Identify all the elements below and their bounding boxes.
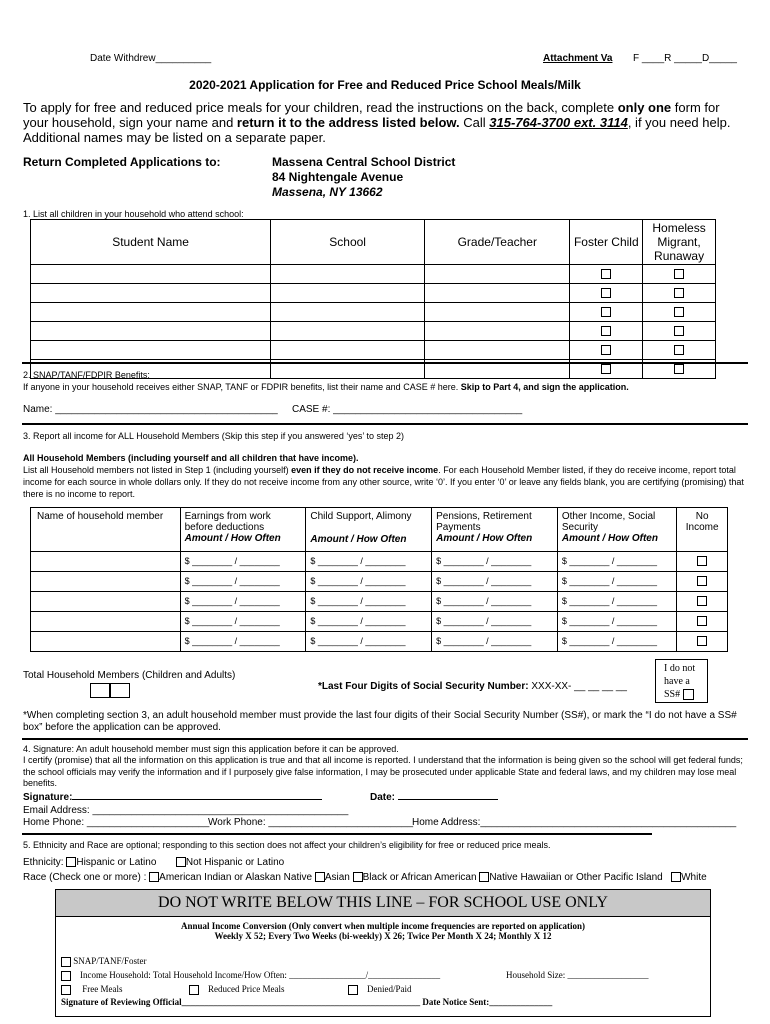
homeless-checkbox[interactable]: [674, 364, 684, 374]
student-name-cell[interactable]: [31, 303, 271, 322]
race-black-checkbox[interactable]: [353, 872, 363, 882]
no-income-checkbox[interactable]: [697, 556, 707, 566]
other-income-cell[interactable]: $ ________ / ________: [557, 552, 676, 572]
homeless-checkbox[interactable]: [674, 345, 684, 355]
child-row: [31, 284, 716, 303]
household-size-field[interactable]: Household Size: __________________: [506, 970, 649, 980]
race-pacific-islander-checkbox[interactable]: [479, 872, 489, 882]
earnings-cell[interactable]: $ ________ / ________: [180, 632, 306, 652]
no-income-checkbox[interactable]: [697, 616, 707, 626]
homeless-checkbox[interactable]: [674, 326, 684, 336]
foster-child-checkbox[interactable]: [601, 364, 611, 374]
return-label: Return Completed Applications to:: [23, 155, 221, 169]
income-row: [31, 632, 728, 652]
race-asian-checkbox[interactable]: [315, 872, 325, 882]
no-ssn-box[interactable]: I do not have a SS#: [655, 659, 708, 703]
free-meals-option: Free Meals: [61, 984, 123, 995]
attachment-label: Attachment Va: [543, 53, 613, 64]
member-name-cell[interactable]: [31, 592, 181, 612]
member-name-cell[interactable]: [31, 632, 181, 652]
col-school: School: [271, 220, 425, 265]
child-support-cell[interactable]: $ ________ / ________: [306, 592, 432, 612]
other-income-cell[interactable]: $ ________ / ________: [557, 592, 676, 612]
foster-child-checkbox[interactable]: [601, 288, 611, 298]
pensions-cell[interactable]: $ ________ / ________: [432, 572, 558, 592]
pensions-cell[interactable]: $ ________ / ________: [432, 632, 558, 652]
child-row: [31, 265, 716, 284]
member-name-cell[interactable]: [31, 612, 181, 632]
total-members-box-2[interactable]: [110, 683, 130, 698]
free-meals-checkbox[interactable]: [61, 985, 71, 995]
col-child-support: Child Support, Alimony Amount / How Often: [306, 508, 432, 552]
step3-heading: All Household Members (including yourself and all children that have income).: [23, 453, 359, 463]
form-title: 2020-2021 Application for Free and Reduced Price School Meals/Milk: [189, 78, 581, 92]
race-american-indian-checkbox[interactable]: [149, 872, 159, 882]
snap-case-field[interactable]: CASE #: __________________________________: [292, 404, 523, 415]
col-homeless: Homeless Migrant, Runaway: [643, 220, 716, 265]
pensions-cell[interactable]: $ ________ / ________: [432, 612, 558, 632]
step5-title: 5. Ethnicity and Race are optional; responding to this section does not affect your children’s eligibility for free or reduced price meals.: [23, 840, 551, 850]
no-ssn-checkbox[interactable]: [683, 689, 694, 700]
member-name-cell[interactable]: [31, 552, 181, 572]
grade-teacher-cell[interactable]: [425, 341, 570, 360]
school-cell[interactable]: [271, 284, 425, 303]
date-withdrew: Date Withdrew__________: [90, 53, 212, 64]
no-income-checkbox[interactable]: [697, 596, 707, 606]
ethnicity-row: Ethnicity: Hispanic or Latino Not Hispanic or Latino: [23, 857, 285, 868]
student-name-cell[interactable]: [31, 322, 271, 341]
step3-instructions: List all Household members not listed in Step 1 (including yourself) even if they do not receive income. For each Household Member listed, if they do receive income, report total income for each source in whole dollars only. If they do not receive income from any other source, write ‘0’. If you enter ‘0’ or leave any fields blank, you are certifying (promising) that there is no income to report.: [23, 465, 744, 499]
child-support-cell[interactable]: $ ________ / ________: [306, 572, 432, 592]
step3-title: 3. Report all income for ALL Household Members (Skip this step if you answered ‘yes’ to step 2): [23, 431, 405, 441]
col-household-member: Name of household member: [31, 508, 181, 552]
snap-checkbox[interactable]: [61, 957, 71, 967]
foster-child-checkbox[interactable]: [601, 307, 611, 317]
child-row: [31, 322, 716, 341]
child-row: [31, 303, 716, 322]
school-use-box: [55, 889, 711, 1017]
no-income-checkbox[interactable]: [697, 576, 707, 586]
home-phone-field[interactable]: Home Phone: ______________________: [23, 817, 210, 828]
col-foster-child: Foster Child: [570, 220, 643, 265]
pensions-cell[interactable]: $ ________ / ________: [432, 552, 558, 572]
col-no-income: No Income: [677, 508, 728, 552]
total-members-box-1[interactable]: [90, 683, 110, 698]
official-signature-row[interactable]: Signature of Reviewing Official_____________________________________________________ Date Notice Sent:______________: [61, 997, 553, 1007]
ssn-note: *When completing section 3, an adult household member must provide the last four digits of their Social Security Number (SS#), or mark the “I do not have a SS# box” before the application can be approved.: [23, 710, 737, 733]
foster-child-checkbox[interactable]: [601, 345, 611, 355]
income-household-checkbox[interactable]: [61, 971, 71, 981]
income-table: [30, 507, 728, 652]
child-row: [31, 341, 716, 360]
foster-child-checkbox[interactable]: [601, 326, 611, 336]
step4-title: 4. Signature: An adult household member must sign this application before it can be approved.: [23, 744, 399, 754]
child-support-cell[interactable]: $ ________ / ________: [306, 632, 432, 652]
child-support-cell[interactable]: $ ________ / ________: [306, 612, 432, 632]
certify-text: I certify (promise) that all the information on this application is true and that all income is reported. I understand that the information is being given so the school will get federal funds; the school officials may verify the information and if I purposely give false information, I may be prosecuted under applicable State and federal laws, and my children may lose meal benefits.: [23, 755, 743, 788]
income-row: [31, 612, 728, 632]
return-address: Massena Central School District 84 Nightengale Avenue Massena, NY 13662: [272, 155, 456, 199]
reduced-meals-checkbox[interactable]: [189, 985, 199, 995]
homeless-checkbox[interactable]: [674, 288, 684, 298]
homeless-checkbox[interactable]: [674, 307, 684, 317]
school-cell[interactable]: [271, 303, 425, 322]
step2-text: If anyone in your household receives either SNAP, TANF or FDPIR benefits, list their name and CASE # here. Skip to Part 4, and sign the application.: [23, 382, 629, 392]
income-household-option: Income Household: Total Household Income/How Often: _________________/________________: [61, 970, 440, 981]
conversion-rules: Weekly X 52; Every Two Weeks (bi-weekly) X 26; Twice Per Month X 24; Monthly X 12: [214, 931, 552, 941]
pensions-cell[interactable]: $ ________ / ________: [432, 592, 558, 612]
school-cell[interactable]: [271, 341, 425, 360]
earnings-cell[interactable]: $ ________ / ________: [180, 592, 306, 612]
school-cell[interactable]: [271, 265, 425, 284]
date-field[interactable]: Date:: [370, 792, 498, 803]
income-row: [31, 552, 728, 572]
school-cell[interactable]: [271, 322, 425, 341]
grade-teacher-cell[interactable]: [425, 322, 570, 341]
foster-child-checkbox[interactable]: [601, 269, 611, 279]
home-address-field[interactable]: Home Address:______________________________________________: [412, 817, 737, 828]
ssn-field[interactable]: *Last Four Digits of Social Security Number: XXX-XX- __ __ __ __: [318, 681, 627, 692]
ethnicity-not-hispanic-checkbox[interactable]: [176, 857, 186, 867]
col-other-income: Other Income, Social Security Amount / How Often: [557, 508, 676, 552]
other-income-cell[interactable]: $ ________ / ________: [557, 612, 676, 632]
denied-option: Denied/Paid: [348, 984, 412, 995]
race-white-checkbox[interactable]: [671, 872, 681, 882]
col-pensions: Pensions, Retirement Payments Amount / How Often: [432, 508, 558, 552]
other-income-cell[interactable]: $ ________ / ________: [557, 572, 676, 592]
other-income-cell[interactable]: $ ________ / ________: [557, 632, 676, 652]
earnings-cell[interactable]: $ ________ / ________: [180, 612, 306, 632]
step2-title: 2. SNAP/TANF/FDPIR Benefits:: [23, 370, 150, 380]
reduced-meals-option: Reduced Price Meals: [189, 984, 284, 995]
earnings-cell[interactable]: $ ________ / ________: [180, 552, 306, 572]
homeless-checkbox[interactable]: [674, 269, 684, 279]
student-name-cell[interactable]: [31, 341, 271, 360]
ethnicity-hispanic-checkbox[interactable]: [66, 857, 76, 867]
email-field[interactable]: Email Address: ______________________________________________: [23, 805, 349, 816]
snap-option: SNAP/TANF/Foster: [61, 956, 147, 967]
col-earnings: Earnings from work before deductions Amount / How Often: [180, 508, 306, 552]
student-name-cell[interactable]: [31, 265, 271, 284]
income-row: [31, 572, 728, 592]
frd-codes: F ____R _____D_____: [633, 53, 737, 64]
school-use-banner: DO NOT WRITE BELOW THIS LINE – FOR SCHOOL USE ONLY: [56, 890, 710, 917]
student-name-cell[interactable]: [31, 284, 271, 303]
signature-field[interactable]: Signature:: [23, 792, 322, 803]
children-table: [30, 219, 716, 379]
denied-checkbox[interactable]: [348, 985, 358, 995]
no-income-checkbox[interactable]: [697, 636, 707, 646]
total-members-label: Total Household Members (Children and Adults): [23, 670, 236, 681]
col-grade-teacher: Grade/Teacher: [425, 220, 570, 265]
work-phone-field[interactable]: Work Phone: __________________________: [208, 817, 413, 828]
col-student-name: Student Name: [31, 220, 271, 265]
grade-teacher-cell[interactable]: [425, 265, 570, 284]
income-row: [31, 592, 728, 612]
step1-label: 1. List all children in your household who attend school:: [23, 209, 244, 219]
child-support-cell[interactable]: $ ________ / ________: [306, 552, 432, 572]
snap-name-field[interactable]: Name: ________________________________________: [23, 404, 278, 415]
grade-teacher-cell[interactable]: [425, 284, 570, 303]
grade-teacher-cell[interactable]: [425, 303, 570, 322]
earnings-cell[interactable]: $ ________ / ________: [180, 572, 306, 592]
member-name-cell[interactable]: [31, 572, 181, 592]
conversion-title: Annual Income Conversion (Only convert when multiple income frequencies are reported on application): [181, 921, 585, 931]
race-row: Race (Check one or more) : American Indian or Alaskan Native Asian Black or African American Native Hawaiian or Other Pacific Island White: [23, 872, 707, 883]
intro-paragraph: To apply for free and reduced price meals for your children, read the instructions on the back, complete only one form for your household, sign your name and return it to the address listed below. Call 315-764-3700 ext. 3114, if you need help. Additional names may be listed on a separate paper.: [23, 100, 731, 145]
